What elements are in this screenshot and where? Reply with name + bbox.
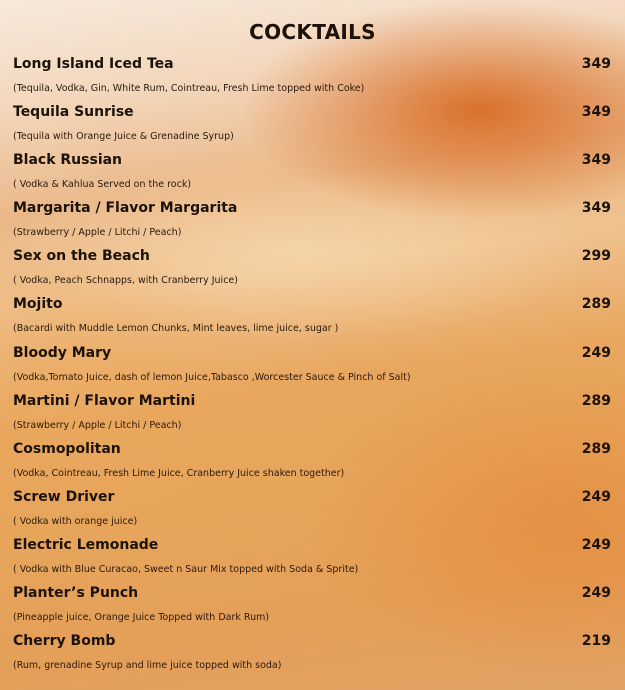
item-description: (Strawberry / Apple / Litchi / Peach) [13,419,182,431]
page-title: COCKTAILS [249,20,376,44]
item-description: ( Vodka, Peach Schnapps, with Cranberry Juice) [13,275,238,287]
item-description: ( Vodka with orange juice) [13,515,138,527]
menu-item [13,152,611,200]
item-name: Planter’s Punch [13,585,139,602]
item-price: 349 [581,200,611,217]
item-price: 299 [581,248,611,265]
item-price: 349 [581,104,611,121]
item-description: ( Vodka with Blue Curacao, Sweet n Saur Mix topped with Soda & Sprite) [13,563,359,575]
item-description: (Vodka, Cointreau, Fresh Lime Juice, Cranberry Juice shaken together) [13,467,345,479]
item-name: Black Russian [13,152,123,169]
item-description: (Vodka,Tomato Juice, dash of lemon Juice,Tabasco ,Worcester Sauce & Pinch of Salt) [13,371,411,383]
item-description: (Rum, grenadine Syrup and lime juice topped with soda) [13,660,282,672]
item-price: 249 [581,536,611,553]
item-name: Cherry Bomb [13,633,116,650]
item-name: Bloody Mary [13,344,112,361]
menu-items [13,56,611,681]
menu-item [13,104,611,152]
item-price: 289 [581,392,611,409]
menu-item [13,200,611,248]
item-description: (Pineapple juice, Orange Juice Topped with Dark Rum) [13,612,270,624]
item-price: 349 [581,56,611,72]
item-price: 289 [581,440,611,457]
item-price: 219 [581,633,611,650]
menu-item [13,248,611,296]
item-name: Long Island Iced Tea [13,56,174,72]
item-price: 289 [581,296,611,313]
item-name: Mojito [13,296,63,313]
menu-item [13,537,611,585]
item-description: ( Vodka & Kahlua Served on the rock) [13,179,192,191]
menu-item [13,585,611,633]
item-name: Sex on the Beach [13,248,150,265]
item-name: Cosmopolitan [13,440,121,457]
item-name: Screw Driver [13,488,115,505]
item-description: (Bacardi with Muddle Lemon Chunks, Mint leaves, lime juice, sugar ) [13,323,339,335]
menu-item [13,345,611,393]
menu-item [13,633,611,681]
item-price: 249 [581,585,611,602]
item-price: 249 [581,488,611,505]
menu-item [13,489,611,537]
menu-item [13,393,611,441]
item-name: Margarita / Flavor Margarita [13,200,238,217]
item-name: Tequila Sunrise [13,104,134,121]
item-description: (Strawberry / Apple / Litchi / Peach) [13,227,182,239]
item-name: Electric Lemonade [13,536,159,553]
menu-item [13,296,611,344]
item-description: (Tequila with Orange Juice & Grenadine Syrup) [13,131,234,143]
item-price: 349 [581,152,611,169]
item-description: (Tequila, Vodka, Gin, White Rum, Cointreau, Fresh Lime topped with Coke) [13,83,365,94]
item-name: Martini / Flavor Martini [13,392,196,409]
menu-item [13,56,611,104]
item-price: 249 [581,344,611,361]
menu-item [13,441,611,489]
